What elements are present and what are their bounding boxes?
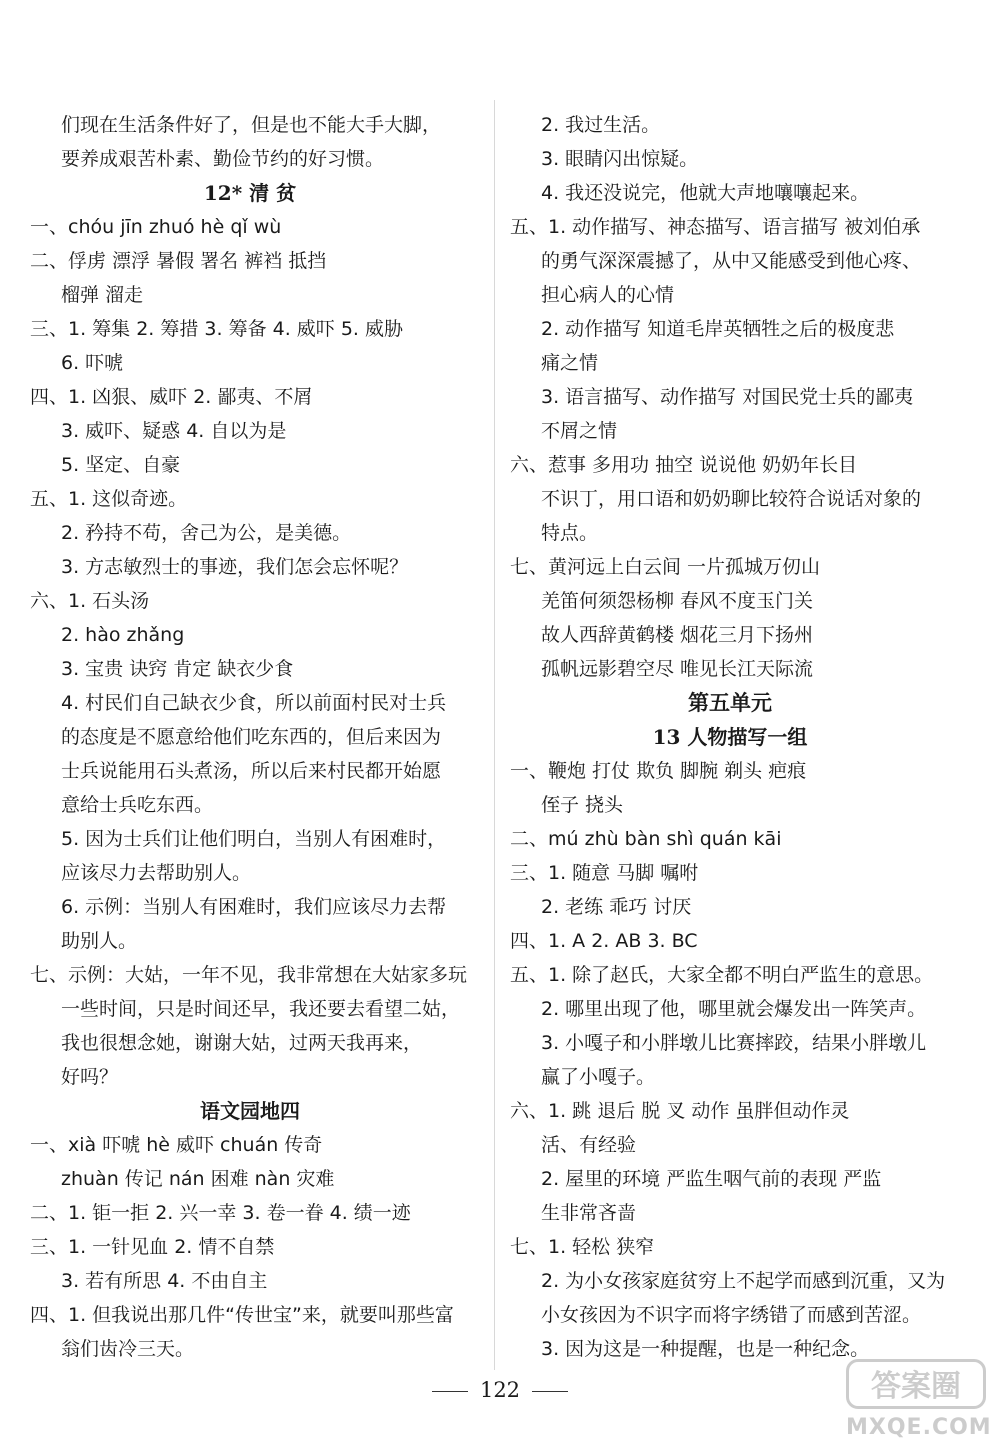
answer-line: 翁们齿冷三天。 <box>61 1338 195 1360</box>
answer-line: 五、1. 除了赵氏，大家全都不明白严监生的意思。 <box>510 964 934 986</box>
answer-line: 意给士兵吃东西。 <box>61 794 214 816</box>
answer-line: 二、mú zhù bàn shì quán kāi <box>510 828 782 850</box>
section-heading: 语文园地四 <box>200 1099 300 1123</box>
answer-line: 2. 矜持不苟，舍己为公，是美德。 <box>61 522 352 544</box>
page-number-dash-left <box>432 1391 468 1392</box>
watermark-sub-text: MXQE.COM <box>846 1415 992 1440</box>
answer-line: 二、俘虏 漂浮 暑假 署名 裤裆 抵挡 <box>30 250 327 272</box>
answer-line: 应该尽力去帮助别人。 <box>61 862 252 884</box>
answer-line: 四、1. A 2. AB 3. BC <box>510 930 698 952</box>
answer-line: 担心病人的心情 <box>541 284 675 306</box>
answer-line: 4. 村民们自己缺衣少食，所以前面村民对士兵 <box>61 692 447 714</box>
answer-line: 一、鞭炮 打仗 欺负 脚腕 剃头 疤痕 <box>510 760 807 782</box>
answer-line: 的态度是不愿意给他们吃东西的，但后来因为 <box>61 726 442 748</box>
answer-line: 3. 威吓、疑惑 4. 自以为是 <box>61 420 287 442</box>
left-column <box>30 108 470 1366</box>
answer-line: 我也很想念她，谢谢大姑，过两天我再来， <box>61 1032 423 1054</box>
answer-line: 好吗？ <box>61 1066 119 1088</box>
answer-line: 七、1. 轻松 狭窄 <box>510 1236 655 1258</box>
answer-line: 2. 动作描写 知道毛岸英牺牲之后的极度悲 <box>541 318 895 340</box>
answer-line: 不屑之情 <box>541 420 618 442</box>
answer-line: 们现在生活条件好了，但是也不能大手大脚， <box>61 114 442 136</box>
answer-line: 孤帆远影碧空尽 唯见长江天际流 <box>541 658 814 680</box>
answer-line: 不识丁，用口语和奶奶聊比较符合说话对象的 <box>541 488 922 510</box>
section-heading: 12* 清 贫 <box>203 181 297 205</box>
answer-line: 3. 宝贵 诀窍 肯定 缺衣少食 <box>61 658 294 680</box>
answer-line: 3. 小嘎子和小胖墩儿比赛摔跤，结果小胖墩儿 <box>541 1032 927 1054</box>
answer-line: 3. 方志敏烈士的事迹，我们怎会忘怀呢？ <box>61 556 409 578</box>
answer-line: 2. 屋里的环境 严监生咽气前的表现 严监 <box>541 1168 882 1190</box>
answer-line: 活、有经验 <box>541 1134 637 1156</box>
answer-line: zhuàn 传记 nán 困难 nàn 灾难 <box>61 1168 335 1190</box>
answer-line: 士兵说能用石头煮汤，所以后来村民都开始愿 <box>61 760 442 782</box>
answer-line: 一、chóu jīn zhuó hè qǐ wù <box>30 216 282 238</box>
page-number-dash-right <box>532 1391 568 1392</box>
answer-line: 生非常吝啬 <box>541 1202 637 1224</box>
answer-line: 羌笛何须怨杨柳 春风不度玉门关 <box>541 590 814 612</box>
answer-line: 四、1. 但我说出那几件“传世宝”来，就要叫那些富 <box>30 1304 454 1326</box>
answer-line: 二、1. 钜一拒 2. 兴一幸 3. 卷一眷 4. 绩一迹 <box>30 1202 411 1224</box>
answer-line: 四、1. 凶狠、威吓 2. 鄙夷、不屑 <box>30 386 313 408</box>
answer-line: 3. 若有所思 4. 不由自主 <box>61 1270 268 1292</box>
answer-line: 小女孩因为不识字而将字绣错了而感到苦涩。 <box>541 1304 922 1326</box>
answer-line: 三、1. 随意 马脚 嘱咐 <box>510 862 699 884</box>
answer-line: 5. 坚定、自豪 <box>61 454 181 476</box>
answer-line: 4. 我还没说完，他就大声地嚷嚷起来。 <box>541 182 870 204</box>
answer-line: 6. 吓唬 <box>61 352 124 374</box>
answer-line: 七、示例：大姑，一年不见，我非常想在大姑家多玩 <box>30 964 468 986</box>
answer-line: 七、黄河远上白云间 一片孤城万仞山 <box>510 556 821 578</box>
answer-line: 要养成艰苦朴素、勤俭节约的好习惯。 <box>61 148 385 170</box>
page-number-text: 122 <box>479 1378 521 1402</box>
answer-line: 六、1. 跳 退后 脱 叉 动作 虽胖但动作灵 <box>510 1100 850 1122</box>
column-divider <box>494 100 495 1370</box>
right-column <box>510 108 950 1366</box>
answer-line: 六、惹事 多用功 抽空 说说他 奶奶年长目 <box>510 454 858 476</box>
section-heading: 第五单元 <box>688 690 772 715</box>
answer-line: 五、1. 动作描写、神态描写、语言描写 被刘伯承 <box>510 216 921 238</box>
answer-line: 赢了小嘎子。 <box>541 1066 656 1088</box>
section-heading: 13 人物描写一组 <box>652 725 808 749</box>
answer-line: 故人西辞黄鹤楼 烟花三月下扬州 <box>541 624 814 646</box>
answer-line: 六、1. 石头汤 <box>30 590 150 612</box>
answer-line: 3. 因为这是一种提醒，也是一种纪念。 <box>541 1338 870 1360</box>
answer-line: 2. 哪里出现了他，哪里就会爆发出一阵笑声。 <box>541 998 927 1020</box>
answer-line: 三、1. 筹集 2. 筹措 3. 筹备 4. 威吓 5. 威胁 <box>30 318 403 340</box>
answer-line: 榴弹 溜走 <box>61 284 144 306</box>
answer-line: 3. 眼睛闪出惊疑。 <box>541 148 699 170</box>
answer-line: 2. 为小女孩家庭贫穷上不起学而感到沉重，又为 <box>541 1270 946 1292</box>
answer-line: 一、xià 吓唬 hè 威吓 chuán 传奇 <box>30 1134 323 1156</box>
answer-line: 五、1. 这似奇迹。 <box>30 488 188 510</box>
answer-line: 2. hào zhǎng <box>61 624 185 646</box>
answer-line: 3. 语言描写、动作描写 对国民党士兵的鄙夷 <box>541 386 914 408</box>
answer-line: 三、1. 一针见血 2. 情不自禁 <box>30 1236 275 1258</box>
answer-line: 2. 我过生活。 <box>541 114 661 136</box>
answer-line: 痛之情 <box>541 352 599 374</box>
watermark-logo <box>846 1359 992 1443</box>
answer-line: 一些时间，只是时间还早，我还要去看望二姑， <box>61 998 461 1020</box>
answer-line: 2. 老练 乖巧 讨厌 <box>541 896 692 918</box>
answer-line: 侄子 挠头 <box>541 794 624 816</box>
answer-line: 助别人。 <box>61 930 138 952</box>
answer-line: 的勇气深深震撼了，从中又能感受到他心疼、 <box>541 250 922 272</box>
watermark-main-text: 答案圈 <box>846 1359 986 1409</box>
answer-line: 6. 示例：当别人有困难时，我们应该尽力去帮 <box>61 896 447 918</box>
answer-line: 特点。 <box>541 522 599 544</box>
answer-line: 5. 因为士兵们让他们明白，当别人有困难时， <box>61 828 447 850</box>
